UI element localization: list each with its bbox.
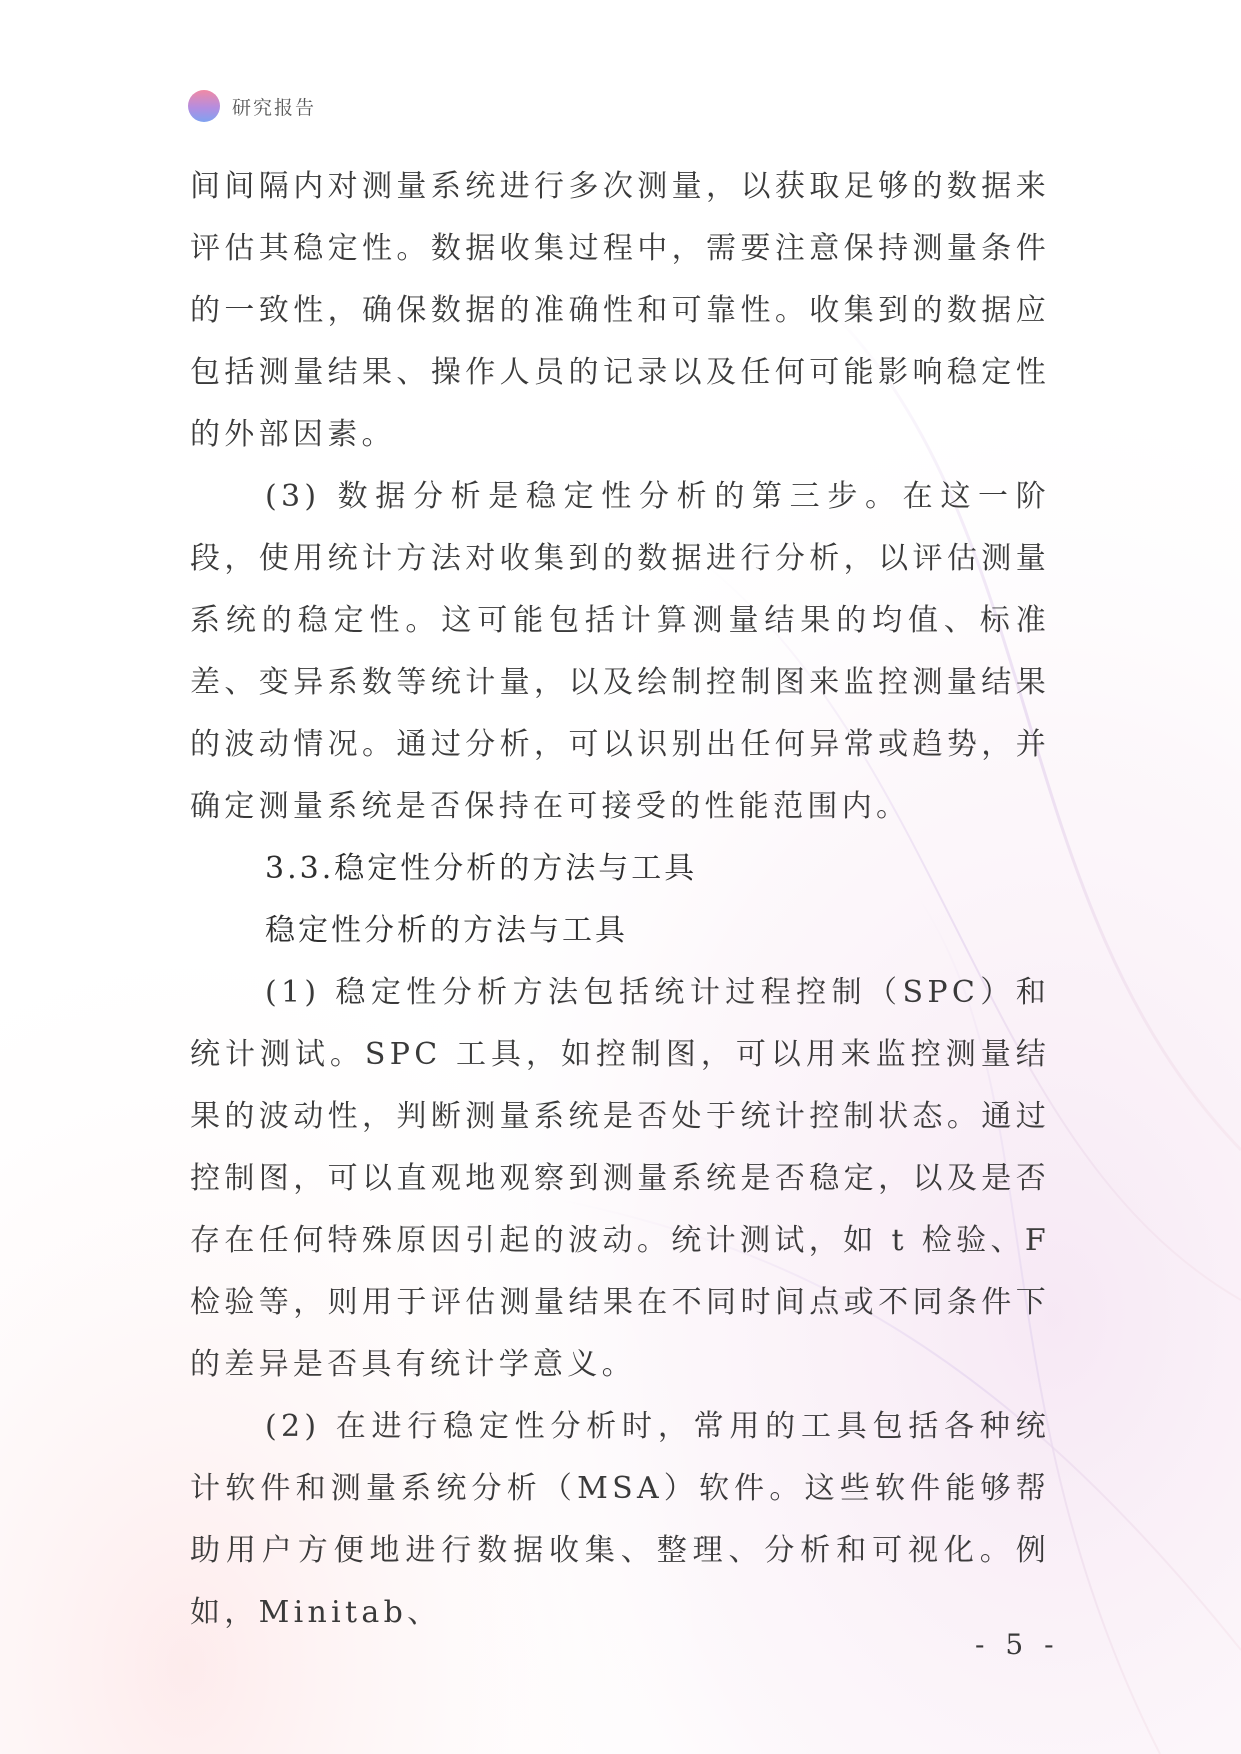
paragraph-continuation: 间间隔内对测量系统进行多次测量，以获取足够的数据来评估其稳定性。数据收集过程中，需要注意保持测量条件的一致性，确保数据的准确性和可靠性。收集到的数据应包括测量结果、操作人员的记录以及任何可能影响稳定性的外部因素。: [190, 169, 1050, 452]
document-body: [190, 156, 1050, 1644]
header-label: 研究报告: [232, 96, 317, 119]
paragraph-method-1: (1) 稳定性分析方法包括统计过程控制（SPC）和统计测试。SPC 工具，如控制图，可以用来监控测量结果的波动性，判断测量系统是否处于统计控制状态。通过控制图，可以直观地观察到测量系统是否稳定，以及是否存在任何特殊原因引起的波动。统计测试，如 t 检验、F 检验等，则用于评估测量结果在不同时间点或不同条件下的差异是否具有统计学意义。: [190, 975, 1050, 1382]
page-header: [188, 88, 316, 124]
subsection-title: 稳定性分析的方法与工具: [265, 913, 628, 948]
paragraph-step-3: (3) 数据分析是稳定性分析的第三步。在这一阶段，使用统计方法对收集到的数据进行分析，以评估测量系统的稳定性。这可能包括计算测量结果的均值、标准差、变异系数等统计量，以及绘制控制图来监控测量结果的波动情况。通过分析，可以识别出任何异常或趋势，并确定测量系统是否保持在可接受的性能范围内。: [190, 479, 1050, 824]
section-heading: 3.3.稳定性分析的方法与工具: [265, 851, 698, 886]
header-logo-dot: [188, 90, 220, 122]
paragraph-tools-2: (2) 在进行稳定性分析时，常用的工具包括各种统计软件和测量系统分析（MSA）软件。这些软件能够帮助用户方便地进行数据收集、整理、分析和可视化。例如，Minitab、: [190, 1409, 1050, 1630]
page-number: - 5 -: [975, 1628, 1060, 1661]
